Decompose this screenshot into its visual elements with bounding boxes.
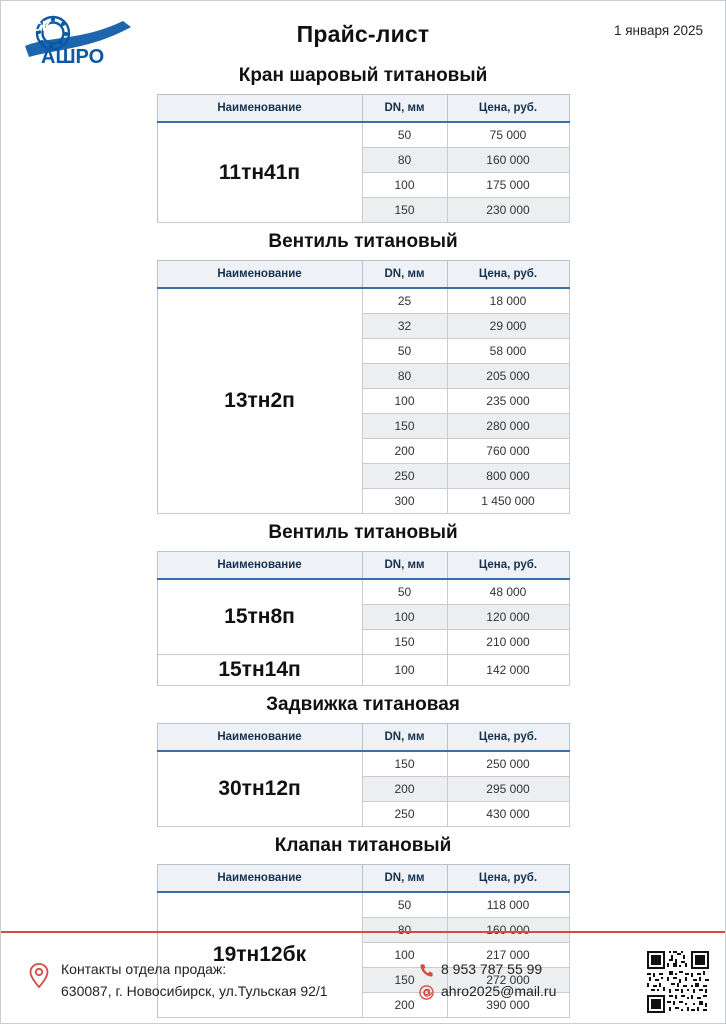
cell-price: 390 000 (447, 993, 569, 1018)
cell-dn: 150 (362, 968, 447, 993)
section-title: Задвижка титановая (266, 694, 460, 715)
cell-dn: 150 (362, 414, 447, 439)
cell-dn: 100 (362, 655, 447, 686)
cell-dn: 150 (362, 751, 447, 777)
column-header: Цена, руб. (447, 95, 569, 123)
company-address: 630087, г. Новосибирск, ул.Тульская 92/1 (61, 982, 328, 999)
cell-price: 210 000 (447, 630, 569, 655)
section-title: Вентиль титановый (268, 522, 458, 543)
cell-price: 48 000 (447, 579, 569, 605)
cell-price: 217 000 (447, 943, 569, 968)
cell-dn: 25 (362, 288, 447, 314)
section-title: Вентиль титановый (268, 231, 458, 252)
column-header: Цена, руб. (447, 724, 569, 752)
cell-dn: 150 (362, 630, 447, 655)
cell-dn: 200 (362, 777, 447, 802)
price-sections (1, 65, 725, 1018)
table-row (157, 288, 569, 314)
cell-price: 160 000 (447, 918, 569, 943)
column-header: Наименование (157, 724, 362, 752)
product-name: 11тн41п (157, 122, 362, 223)
price-table (157, 723, 570, 827)
svg-text:СК: СК (31, 18, 51, 35)
cell-price: 1 450 000 (447, 489, 569, 514)
contacts-label: Контакты отдела продаж: (61, 961, 227, 977)
table-row (157, 892, 569, 918)
phone-email-block (419, 959, 556, 1003)
column-header: DN, мм (362, 95, 447, 123)
cell-price: 58 000 (447, 339, 569, 364)
table-row (157, 579, 569, 605)
cell-price: 142 000 (447, 655, 569, 686)
cell-dn: 250 (362, 464, 447, 489)
cell-dn: 200 (362, 993, 447, 1018)
cell-price: 75 000 (447, 122, 569, 148)
cell-dn: 50 (362, 579, 447, 605)
table-header-row (157, 552, 569, 580)
price-section (1, 65, 725, 223)
cell-price: 205 000 (447, 364, 569, 389)
cell-price: 800 000 (447, 464, 569, 489)
location-pin-icon (29, 963, 49, 994)
cell-price: 295 000 (447, 777, 569, 802)
cell-price: 235 000 (447, 389, 569, 414)
cell-dn: 200 (362, 439, 447, 464)
product-name: 13тн2п (157, 288, 362, 514)
cell-dn: 80 (362, 364, 447, 389)
document-header (1, 1, 725, 68)
phone-icon (419, 963, 434, 978)
cell-dn: 50 (362, 892, 447, 918)
table-header-row (157, 865, 569, 893)
cell-price: 118 000 (447, 892, 569, 918)
email-address[interactable]: ahro2025@mail.ru (441, 983, 557, 1000)
page-title: Прайс-лист (296, 21, 430, 47)
column-header: DN, мм (362, 552, 447, 580)
column-header: Цена, руб. (447, 552, 569, 580)
cell-dn: 80 (362, 918, 447, 943)
document-footer (1, 931, 725, 1023)
table-header-row (157, 95, 569, 123)
cell-dn: 100 (362, 943, 447, 968)
product-name: 15тн14п (157, 655, 362, 686)
cell-dn: 250 (362, 802, 447, 827)
cell-dn: 300 (362, 489, 447, 514)
contacts-block (61, 959, 328, 1002)
cell-price: 272 000 (447, 968, 569, 993)
svg-text:АШРО: АШРО (41, 46, 105, 68)
cell-price: 18 000 (447, 288, 569, 314)
cell-dn: 50 (362, 122, 447, 148)
table-header-row (157, 261, 569, 289)
price-table (157, 94, 570, 223)
cell-price: 230 000 (447, 198, 569, 223)
section-title: Кран шаровый титановый (238, 65, 488, 86)
price-table (157, 551, 570, 686)
price-section (1, 694, 725, 827)
product-name: 19тн12бк (157, 892, 362, 1018)
document-date: 1 января 2025 (613, 23, 703, 38)
email-icon (419, 985, 434, 1000)
column-header: Наименование (157, 552, 362, 580)
cell-price: 29 000 (447, 314, 569, 339)
column-header: Цена, руб. (447, 261, 569, 289)
section-title: Клапан титановый (274, 835, 452, 856)
table-row (157, 122, 569, 148)
phone-number[interactable]: 8 953 787 55 99 (441, 961, 543, 978)
cell-price: 430 000 (447, 802, 569, 827)
product-name: 15тн8п (157, 579, 362, 655)
column-header: DN, мм (362, 261, 447, 289)
price-section (1, 522, 725, 686)
table-row (157, 751, 569, 777)
column-header: Наименование (157, 865, 362, 893)
cell-price: 250 000 (447, 751, 569, 777)
table-header-row (157, 724, 569, 752)
column-header: Цена, руб. (447, 865, 569, 893)
cell-price: 120 000 (447, 605, 569, 630)
cell-price: 175 000 (447, 173, 569, 198)
cell-price: 760 000 (447, 439, 569, 464)
cell-dn: 100 (362, 173, 447, 198)
cell-price: 160 000 (447, 148, 569, 173)
price-table (157, 260, 570, 514)
product-name: 30тн12п (157, 751, 362, 827)
cell-dn: 100 (362, 389, 447, 414)
column-header: Наименование (157, 261, 362, 289)
cell-dn: 100 (362, 605, 447, 630)
table-row (157, 655, 569, 686)
column-header: DN, мм (362, 724, 447, 752)
cell-dn: 80 (362, 148, 447, 173)
cell-dn: 150 (362, 198, 447, 223)
cell-dn: 50 (362, 339, 447, 364)
cell-price: 280 000 (447, 414, 569, 439)
qr-code[interactable] (647, 951, 709, 1013)
column-header: Наименование (157, 95, 362, 123)
column-header: DN, мм (362, 865, 447, 893)
cell-dn: 32 (362, 314, 447, 339)
price-section (1, 231, 725, 514)
